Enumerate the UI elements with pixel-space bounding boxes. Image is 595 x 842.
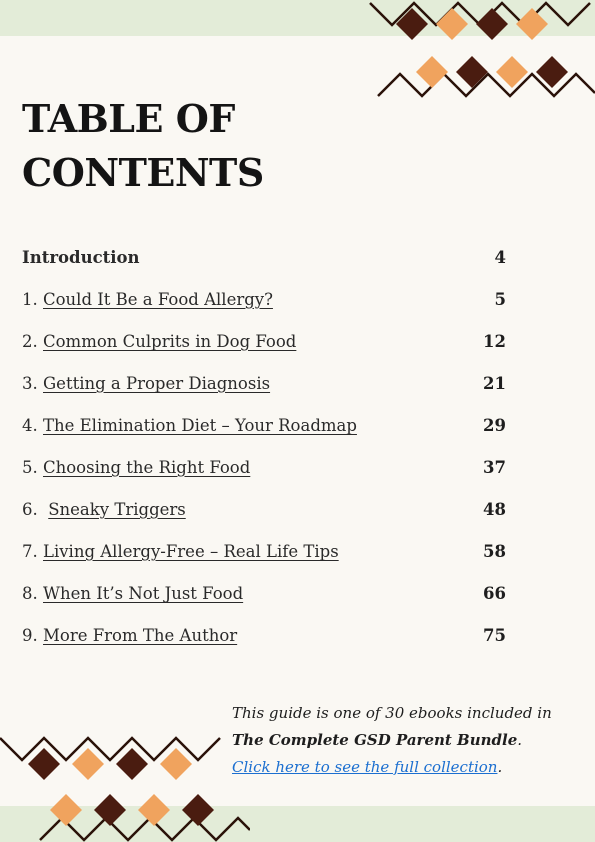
toc-entry-number: 1. [22, 290, 43, 309]
toc-entry-number: 4. [22, 416, 43, 435]
toc-entry [22, 456, 512, 498]
toc-chapter-link[interactable]: Could It Be a Food Allergy? [43, 290, 273, 309]
toc-chapter-link[interactable]: Common Culprits in Dog Food [43, 332, 297, 351]
toc-page-number: 21 [483, 374, 506, 393]
toc-entry-number: 7. [22, 542, 43, 561]
toc-entry [22, 582, 512, 624]
toc-entry [22, 498, 512, 540]
note-text: This guide is one of 30 ebooks included in [232, 704, 552, 722]
toc-page-number: 5 [494, 290, 506, 309]
toc-chapter-link[interactable]: Choosing the Right Food [43, 458, 251, 477]
toc-chapter-link[interactable]: The Elimination Diet – Your Roadmap [43, 416, 357, 435]
note-period: . [517, 731, 523, 749]
toc-entry [22, 288, 512, 330]
toc-entry-number: 2. [22, 332, 43, 351]
toc-entry [22, 414, 512, 456]
title-line-2: CONTENTS [22, 150, 264, 195]
toc-entry [22, 624, 512, 666]
toc-page-number: 48 [483, 500, 506, 519]
toc-entry-number: 5. [22, 458, 43, 477]
decorative-diamond-pattern-bottom [0, 732, 250, 842]
title-line-1: TABLE OF [22, 96, 235, 141]
page-title [22, 92, 264, 200]
bundle-name: The Complete GSD Parent Bundle [232, 731, 518, 749]
toc-entry-number: 3. [22, 374, 43, 393]
decorative-diamond-pattern-top [368, 0, 595, 100]
toc-page-number: 66 [483, 584, 506, 603]
toc-entry [22, 540, 512, 582]
toc-page-number: 37 [483, 458, 506, 477]
toc-entry [22, 330, 512, 372]
toc-entry [22, 372, 512, 414]
toc-entry-number: 8. [22, 584, 43, 603]
full-collection-link[interactable]: Click here to see the full collection [232, 758, 498, 776]
toc-page-number: 29 [483, 416, 506, 435]
toc-chapter-link[interactable]: Getting a Proper Diagnosis [43, 374, 271, 393]
toc-entry-introduction [22, 246, 512, 288]
toc-entry-number: 9. [22, 626, 43, 645]
toc-chapter-link[interactable]: More From The Author [43, 626, 238, 645]
toc-page-number: 58 [483, 542, 506, 561]
toc-page-number: 12 [483, 332, 506, 351]
toc-chapter-link[interactable]: Living Allergy-Free – Real Life Tips [43, 542, 339, 561]
toc-page-number: 4 [494, 248, 506, 267]
toc-page-number: 75 [483, 626, 506, 645]
bundle-note [232, 700, 584, 781]
link-period: . [497, 758, 503, 776]
toc-chapter-link[interactable]: Sneaky Triggers [48, 500, 186, 519]
table-of-contents [22, 246, 512, 666]
toc-chapter-link[interactable]: When It’s Not Just Food [43, 584, 244, 603]
toc-entry-number: 6. [22, 500, 49, 519]
toc-entry-label: Introduction [22, 248, 140, 267]
